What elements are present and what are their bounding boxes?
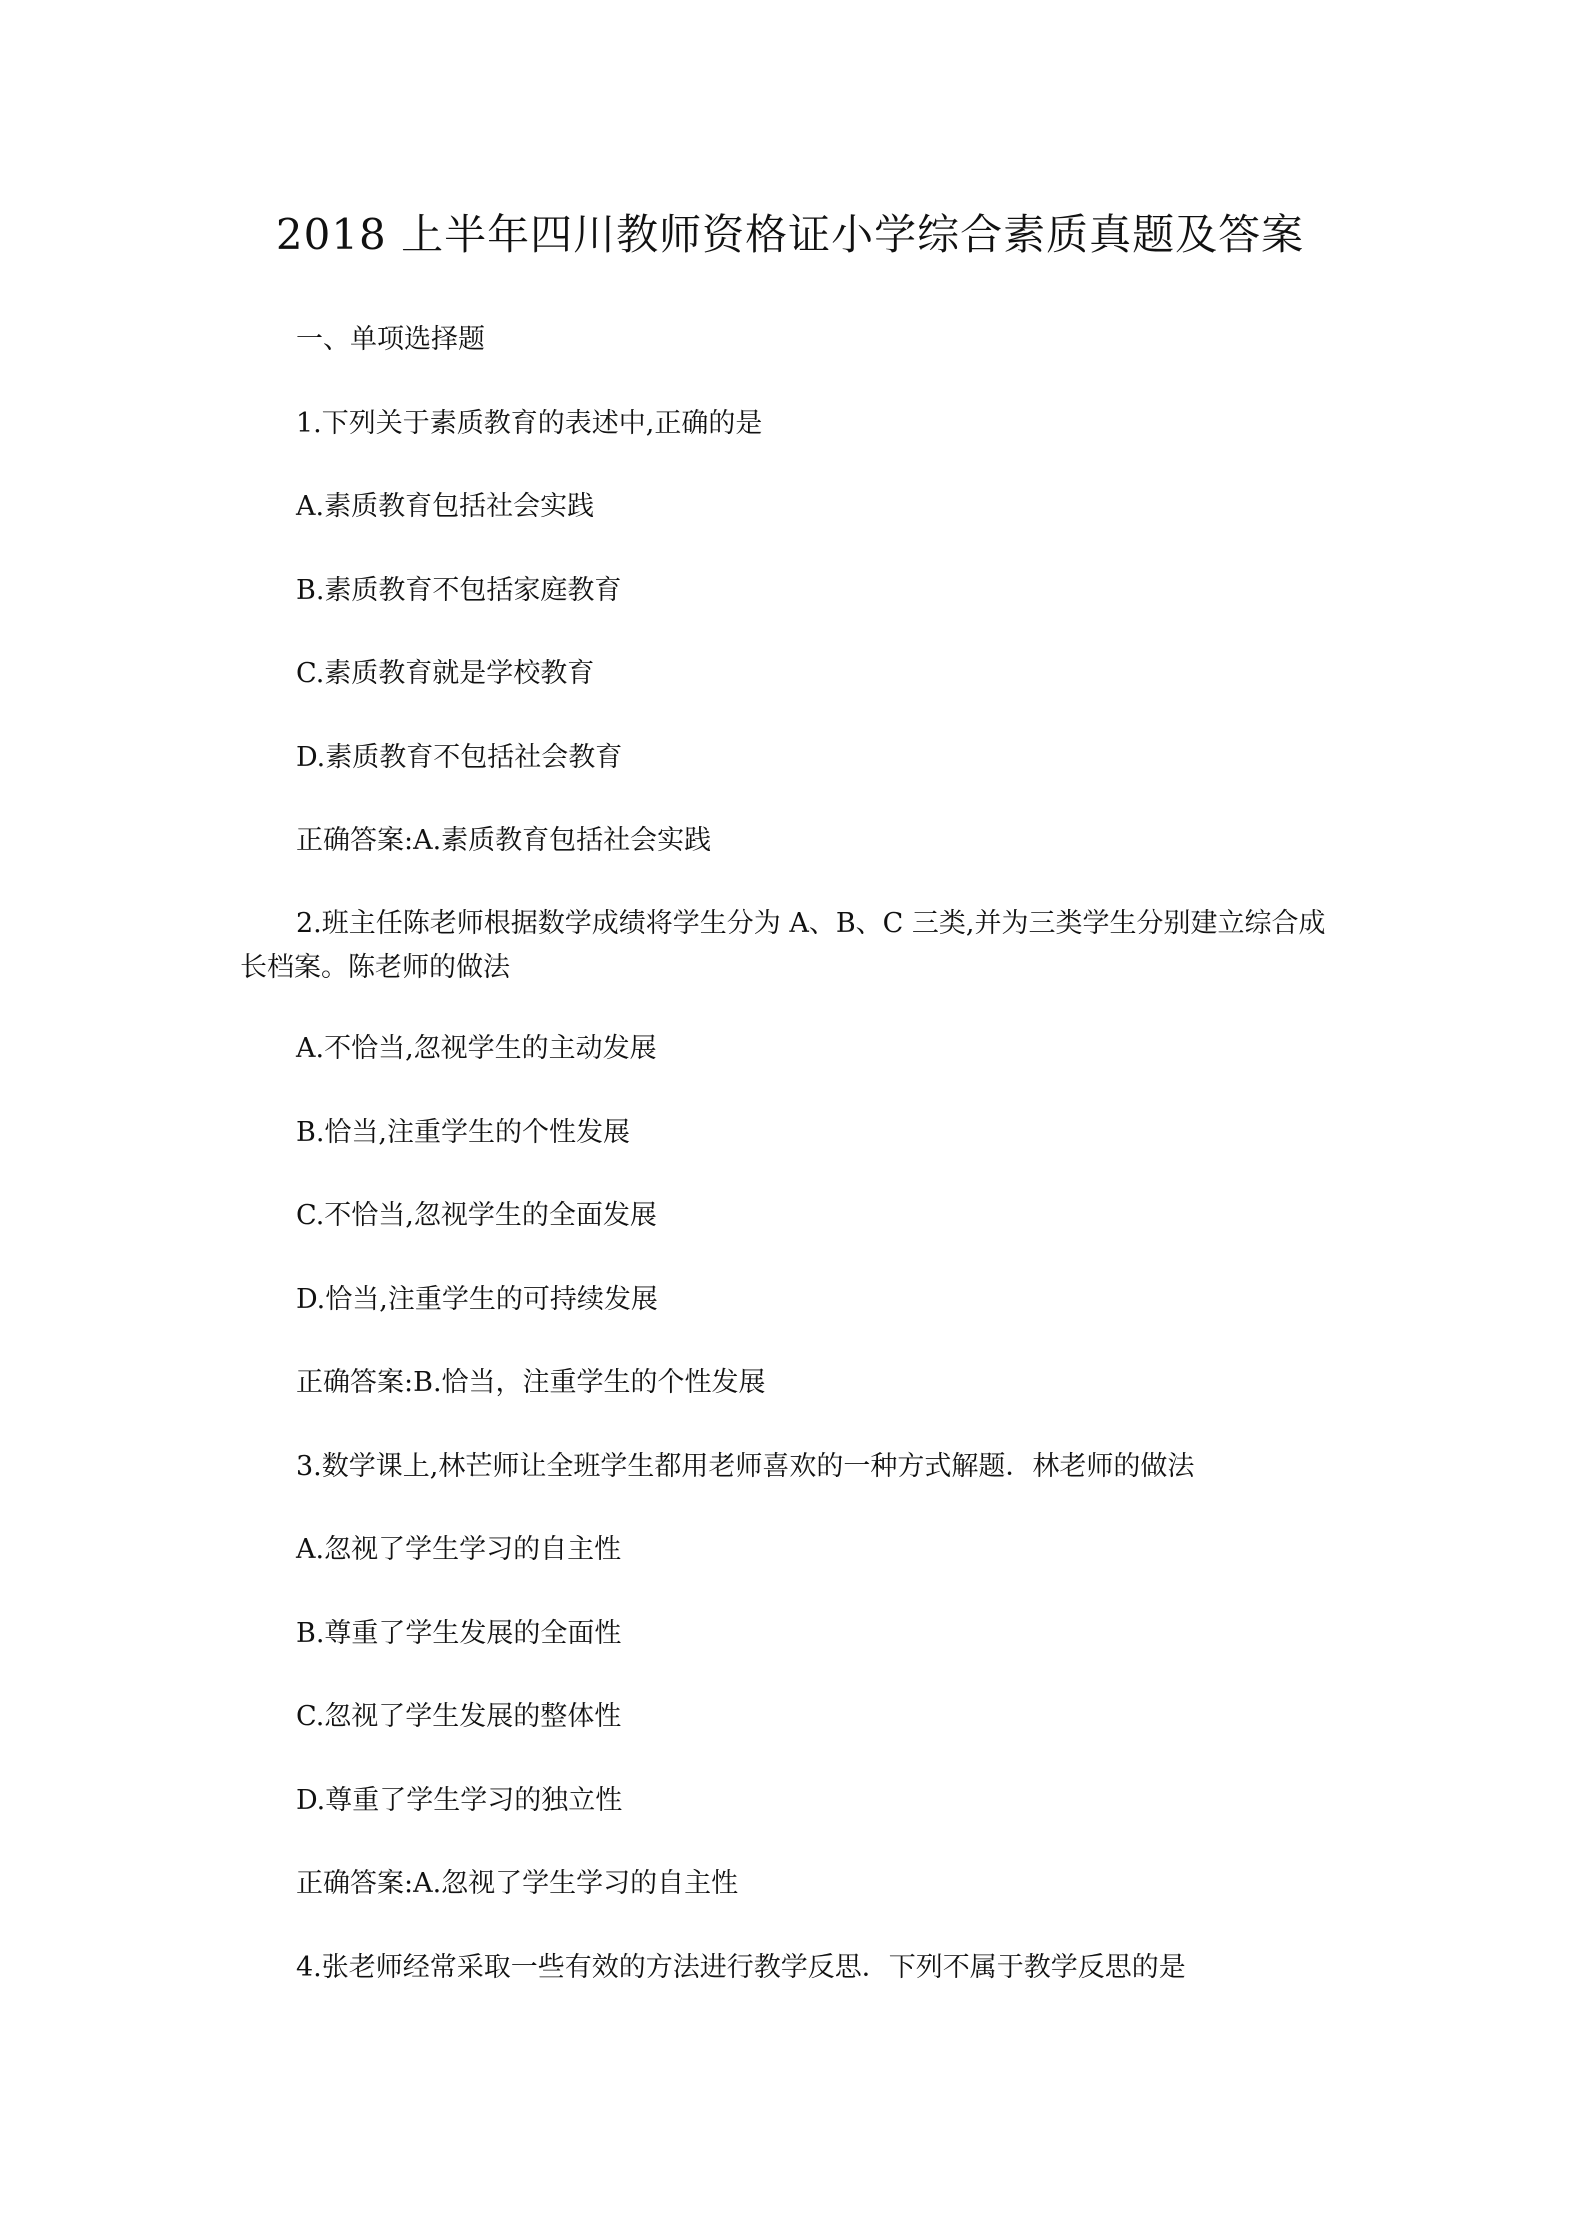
question-1-option-c: C.素质教育就是学校教育 [296, 658, 595, 689]
question-3-option-d: D.尊重了学生学习的独立性 [296, 1785, 623, 1816]
question-2-option-b: B.恰当,注重学生的个性发展 [296, 1117, 631, 1148]
question-2-option-a: A.不恰当,忽视学生的主动发展 [296, 1033, 657, 1064]
document-title: 2018 上半年四川教师资格证小学综合素质真题及答案 [275, 210, 1305, 259]
question-3-stem: 3.数学课上,林芒师让全班学生都用老师喜欢的一种方式解题．林老师的做法 [296, 1451, 1195, 1482]
section-heading: 一、单项选择题 [296, 324, 485, 355]
question-3-option-b: B.尊重了学生发展的全面性 [296, 1618, 622, 1649]
question-3-option-a: A.忽视了学生学习的自主性 [296, 1534, 622, 1565]
question-4-stem: 4.张老师经常采取一些有效的方法进行教学反思．下列不属于教学反思的是 [296, 1952, 1186, 1983]
question-1-stem: 1.下列关于素质教育的表述中,正确的是 [296, 408, 763, 439]
question-1-option-d: D.素质教育不包括社会教育 [296, 742, 623, 773]
question-2-answer: 正确答案:B.恰当，注重学生的个性发展 [296, 1367, 766, 1398]
question-3-answer: 正确答案:A.忽视了学生学习的自主性 [296, 1868, 739, 1899]
question-1-option-b: B.素质教育不包括家庭教育 [296, 575, 622, 606]
question-2-option-d: D.恰当,注重学生的可持续发展 [296, 1284, 658, 1315]
question-2-stem: 2.班主任陈老师根据数学成绩将学生分为 A、B、C 三类,并为三类学生分别建立综合成长档案。陈老师的做法 [240, 908, 1326, 983]
question-1-option-a: A.素质教育包括社会实践 [296, 491, 595, 522]
question-2-option-c: C.不恰当,忽视学生的全面发展 [296, 1200, 657, 1231]
question-1-answer: 正确答案:A.素质教育包括社会实践 [296, 825, 712, 856]
question-3-option-c: C.忽视了学生发展的整体性 [296, 1701, 622, 1732]
